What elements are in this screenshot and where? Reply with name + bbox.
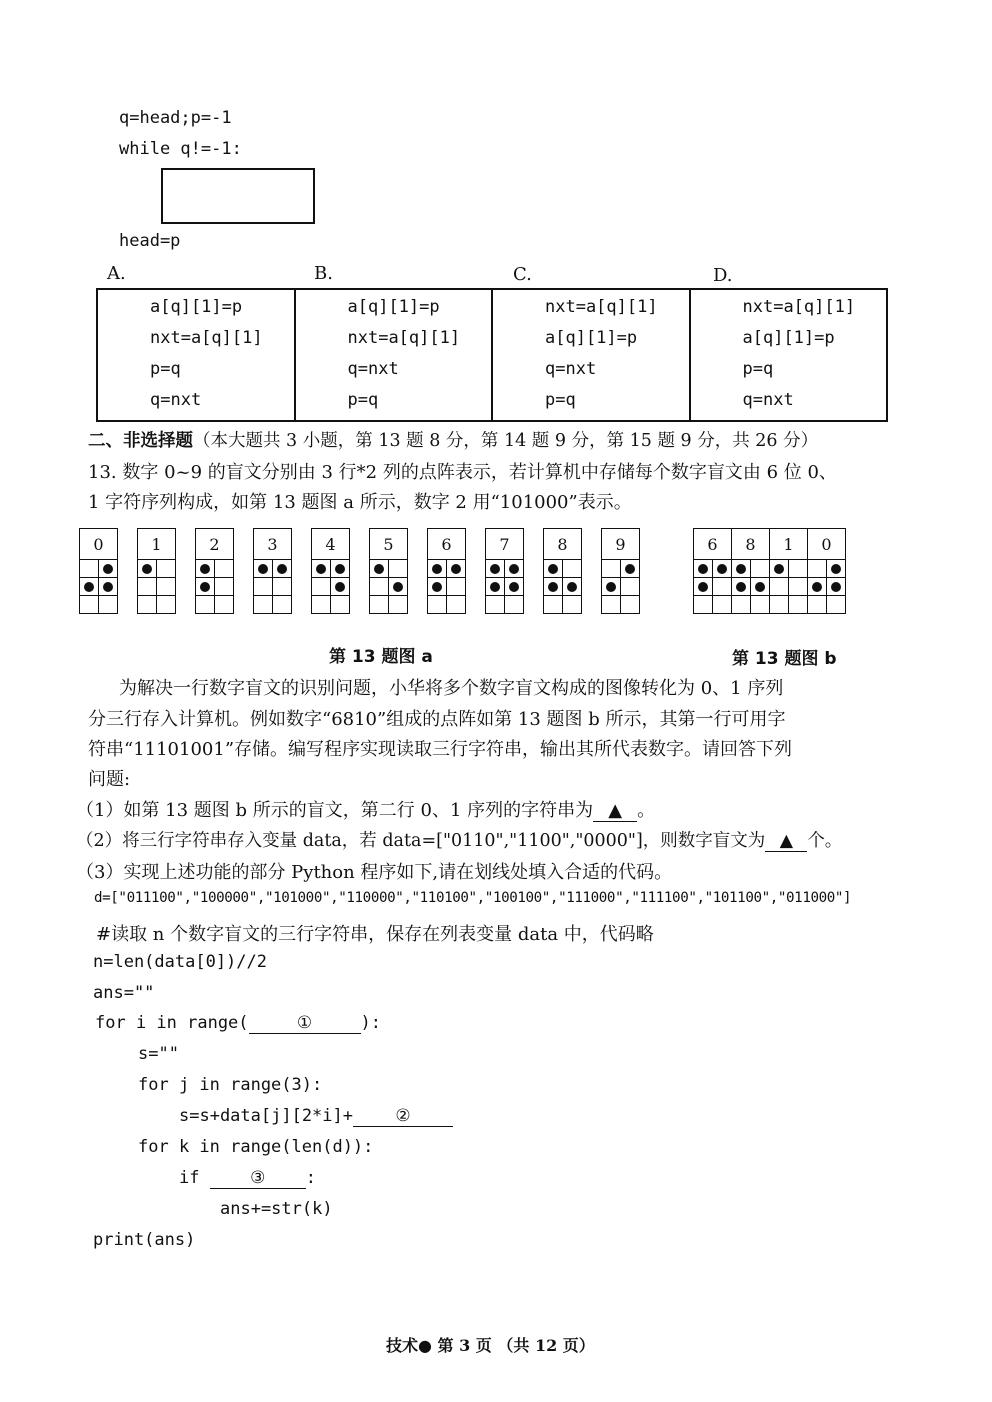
braille-dot — [606, 582, 616, 592]
braille-cell — [273, 560, 292, 578]
braille-dot — [258, 564, 268, 574]
braille-cell — [99, 578, 118, 596]
option-c-cell — [492, 289, 690, 421]
braille-cell — [751, 560, 770, 578]
braille-gap — [118, 529, 138, 560]
braille-gap — [292, 596, 312, 614]
braille-cell — [80, 560, 99, 578]
figure-a-caption: 第 13 题图 a — [329, 647, 433, 667]
braille-dot — [548, 564, 558, 574]
braille-gap — [408, 578, 428, 596]
braille-dot — [548, 582, 558, 592]
braille-cell — [428, 578, 447, 596]
braille-gap — [466, 578, 486, 596]
braille-cell — [447, 596, 466, 614]
option-line: a[q][1]=p — [742, 328, 835, 348]
braille-cell — [215, 578, 234, 596]
braille-figure-b — [693, 528, 846, 614]
braille-digit-label: 6 — [694, 529, 732, 560]
braille-cell — [331, 578, 350, 596]
braille-dot — [625, 564, 635, 574]
braille-dot — [316, 564, 326, 574]
braille-gap — [176, 596, 196, 614]
code-s-add — [179, 1106, 453, 1127]
braille-cell — [80, 578, 99, 596]
braille-digit-label: 1 — [138, 529, 176, 560]
code-line-while: while q!=-1: — [119, 139, 242, 159]
braille-cell — [486, 560, 505, 578]
code-if-end: : — [305, 1168, 316, 1188]
braille-cell — [505, 560, 524, 578]
braille-gap — [524, 578, 544, 596]
sub1-text: （1）如第 13 题图 b 所示的盲文，第二行 0、1 序列的字符串为 — [76, 800, 594, 821]
braille-gap — [234, 560, 254, 578]
page-footer: 技术● 第 3 页 （共 12 页） — [386, 1336, 595, 1355]
code-for-i-text: for i in range( — [95, 1013, 249, 1033]
option-b-cell — [295, 289, 493, 421]
braille-cell — [370, 596, 389, 614]
paragraph-line3: 符串“11101001”存储。编写程序实现读取三行字符串，输出其所代表数字。请回答下列 — [88, 739, 793, 760]
braille-cell — [544, 596, 563, 614]
braille-cell — [389, 578, 408, 596]
braille-gap — [466, 560, 486, 578]
braille-digit-label: 9 — [602, 529, 640, 560]
braille-digit-label: 4 — [312, 529, 350, 560]
code-comment: #读取 n 个数字盲文的三行字符串，保存在列表变量 data 中，代码略 — [96, 924, 654, 945]
braille-dot — [509, 582, 519, 592]
code-ans: ans="" — [93, 983, 155, 1003]
braille-cell — [273, 596, 292, 614]
option-a-cell — [97, 289, 295, 421]
q13-intro-line2: 1 字符序列构成，如第 13 题图 a 所示，数字 2 用“101000”表示。 — [88, 492, 632, 513]
code-print: print(ans) — [93, 1230, 196, 1250]
braille-gap — [292, 560, 312, 578]
answer-blank-1: ▲ — [593, 800, 637, 822]
braille-dot — [200, 582, 210, 592]
option-line: nxt=a[q][1] — [150, 328, 263, 348]
braille-digit-label: 7 — [486, 529, 524, 560]
braille-cell — [694, 560, 713, 578]
braille-cell — [428, 560, 447, 578]
answer-blank-2: ▲ — [765, 831, 807, 852]
braille-cell — [713, 596, 732, 614]
braille-cell — [99, 596, 118, 614]
code-for-i-end: ): — [360, 1013, 382, 1033]
braille-digit-label: 2 — [196, 529, 234, 560]
braille-cell — [602, 560, 621, 578]
option-line: a[q][1]=p — [545, 328, 638, 348]
code-if — [179, 1168, 316, 1189]
braille-dot — [84, 582, 94, 592]
braille-cell — [196, 578, 215, 596]
option-line: a[q][1]=p — [150, 297, 243, 317]
braille-dot — [831, 564, 841, 574]
braille-cell — [157, 560, 176, 578]
braille-cell — [215, 560, 234, 578]
braille-gap — [234, 596, 254, 614]
braille-dot — [451, 564, 461, 574]
option-line: p=q — [150, 359, 181, 379]
braille-cell — [196, 560, 215, 578]
braille-gap — [408, 529, 428, 560]
braille-cell — [713, 578, 732, 596]
braille-cell — [486, 578, 505, 596]
braille-gap — [408, 560, 428, 578]
braille-cell — [157, 578, 176, 596]
braille-cell — [694, 578, 713, 596]
braille-cell — [273, 578, 292, 596]
braille-gap — [524, 529, 544, 560]
option-letter-c: C. — [513, 264, 532, 285]
braille-digit-label: 1 — [770, 529, 808, 560]
figure-b-caption: 第 13 题图 b — [732, 649, 837, 669]
braille-gap — [350, 578, 370, 596]
braille-cell — [254, 578, 273, 596]
code-blank-2: ② — [353, 1106, 453, 1127]
sub2-end: 个。 — [807, 831, 843, 851]
braille-dot — [103, 564, 113, 574]
braille-gap — [582, 596, 602, 614]
section-note: （本大题共 3 小题，第 13 题 8 分，第 14 题 9 分，第 15 题 9 分，共 26 分） — [193, 431, 819, 451]
section-heading — [88, 427, 818, 452]
braille-gap — [524, 596, 544, 614]
option-line: p=q — [347, 390, 379, 410]
braille-gap — [234, 529, 254, 560]
braille-cell — [370, 578, 389, 596]
braille-cell — [827, 560, 846, 578]
braille-dot — [374, 564, 384, 574]
braille-cell — [563, 596, 582, 614]
braille-cell — [486, 596, 505, 614]
braille-cell — [602, 578, 621, 596]
code-line-head: head=p — [119, 231, 181, 251]
braille-cell — [789, 560, 808, 578]
option-letter-a: A. — [107, 263, 126, 284]
braille-cell — [621, 560, 640, 578]
braille-cell — [563, 560, 582, 578]
braille-gap — [176, 560, 196, 578]
braille-cell — [732, 560, 751, 578]
braille-dot — [490, 564, 500, 574]
code-ans-add: ans+=str(k) — [220, 1199, 333, 1219]
braille-dot — [103, 582, 113, 592]
braille-gap — [350, 529, 370, 560]
braille-cell — [196, 596, 215, 614]
code-line-q-head: q=head;p=-1 — [119, 108, 232, 128]
braille-gap — [524, 560, 544, 578]
braille-dot — [142, 564, 152, 574]
braille-cell — [751, 578, 770, 596]
option-line: q=nxt — [545, 359, 597, 379]
braille-cell — [389, 596, 408, 614]
braille-cell — [563, 578, 582, 596]
braille-cell — [312, 596, 331, 614]
code-for-k: for k in range(len(d)): — [138, 1137, 374, 1157]
braille-dot — [335, 582, 345, 592]
braille-gap — [176, 578, 196, 596]
braille-dot — [717, 564, 727, 574]
braille-digit-label: 6 — [428, 529, 466, 560]
code-blank-3: ③ — [210, 1168, 306, 1189]
option-line: p=q — [742, 359, 774, 379]
code-s-add-text: s=s+data[j][2*i]+ — [179, 1106, 353, 1126]
sub-question-2 — [76, 827, 842, 852]
braille-gap — [582, 560, 602, 578]
option-letter-d: D. — [713, 265, 733, 286]
braille-cell — [157, 596, 176, 614]
braille-dot — [509, 564, 519, 574]
braille-cell — [621, 578, 640, 596]
braille-cell — [770, 560, 789, 578]
braille-gap — [582, 578, 602, 596]
braille-gap — [118, 560, 138, 578]
braille-gap — [234, 578, 254, 596]
braille-dot — [736, 582, 746, 592]
braille-gap — [118, 596, 138, 614]
braille-cell — [447, 560, 466, 578]
braille-cell — [80, 596, 99, 614]
braille-cell — [447, 578, 466, 596]
section-title: 二、非选择题 — [88, 431, 193, 451]
braille-figure-a — [79, 528, 640, 614]
braille-cell — [694, 596, 713, 614]
option-line: a[q][1]=p — [347, 297, 440, 317]
option-line: p=q — [545, 390, 576, 410]
braille-dot — [567, 582, 577, 592]
braille-cell — [389, 560, 408, 578]
braille-gap — [582, 529, 602, 560]
braille-cell — [138, 560, 157, 578]
braille-cell — [254, 596, 273, 614]
braille-cell — [621, 596, 640, 614]
sub-question-3: （3）实现上述功能的部分 Python 程序如下,请在划线处填入合适的代码。 — [76, 862, 673, 883]
braille-cell — [331, 560, 350, 578]
braille-gap — [408, 596, 428, 614]
braille-cell — [254, 560, 273, 578]
braille-dot — [698, 564, 708, 574]
braille-dot — [277, 564, 287, 574]
braille-dot — [831, 582, 841, 592]
sub1-end: 。 — [637, 800, 656, 821]
code-if-text: if — [179, 1168, 210, 1188]
braille-cell — [505, 596, 524, 614]
braille-cell — [732, 578, 751, 596]
braille-digit-label: 8 — [732, 529, 770, 560]
braille-cell — [602, 596, 621, 614]
braille-cell — [827, 578, 846, 596]
braille-dot — [736, 564, 746, 574]
braille-dot — [755, 582, 765, 592]
braille-digit-label: 0 — [80, 529, 118, 560]
option-line: nxt=a[q][1] — [742, 297, 856, 317]
q13-intro-line1: 13. 数字 0~9 的盲文分别由 3 行*2 列的点阵表示，若计算机中存储每个数字盲文由 6 位 0、 — [88, 462, 837, 483]
braille-cell — [428, 596, 447, 614]
braille-dot — [335, 564, 345, 574]
sub-question-1 — [76, 796, 655, 822]
code-for-i — [95, 1013, 381, 1034]
braille-cell — [544, 578, 563, 596]
option-d-cell — [690, 289, 888, 421]
braille-digit-label: 5 — [370, 529, 408, 560]
paragraph-line4: 问题: — [88, 769, 131, 790]
answer-blank-box — [161, 168, 315, 224]
braille-dot — [200, 564, 210, 574]
braille-cell — [138, 578, 157, 596]
option-line: q=nxt — [347, 359, 399, 379]
braille-dot — [812, 582, 822, 592]
option-line: q=nxt — [742, 390, 794, 410]
braille-cell — [751, 596, 770, 614]
braille-cell — [732, 596, 751, 614]
braille-dot — [490, 582, 500, 592]
braille-cell — [544, 560, 563, 578]
paragraph-line2: 分三行存入计算机。例如数字“6810”组成的点阵如第 13 题图 b 所示，其第一行可用字 — [88, 709, 786, 730]
braille-gap — [350, 596, 370, 614]
code-n: n=len(data[0])//2 — [93, 952, 267, 972]
braille-gap — [118, 578, 138, 596]
braille-digit-label: 8 — [544, 529, 582, 560]
braille-dot — [393, 582, 403, 592]
braille-gap — [292, 578, 312, 596]
braille-dot — [774, 564, 784, 574]
option-line: nxt=a[q][1] — [545, 297, 658, 317]
option-line: q=nxt — [150, 390, 202, 410]
option-line: nxt=a[q][1] — [347, 328, 461, 348]
braille-gap — [176, 529, 196, 560]
braille-dot — [698, 582, 708, 592]
braille-cell — [138, 596, 157, 614]
braille-cell — [505, 578, 524, 596]
braille-cell — [215, 596, 234, 614]
braille-dot — [432, 582, 442, 592]
braille-gap — [350, 560, 370, 578]
braille-cell — [770, 596, 789, 614]
braille-cell — [713, 560, 732, 578]
braille-cell — [99, 560, 118, 578]
braille-cell — [808, 560, 827, 578]
code-s-init: s="" — [138, 1044, 179, 1064]
braille-gap — [466, 529, 486, 560]
braille-dot — [432, 564, 442, 574]
braille-digit-label: 3 — [254, 529, 292, 560]
braille-digit-label: 0 — [808, 529, 846, 560]
braille-cell — [808, 596, 827, 614]
braille-cell — [312, 560, 331, 578]
option-letter-b: B. — [314, 263, 333, 284]
braille-cell — [789, 596, 808, 614]
braille-cell — [370, 560, 389, 578]
braille-gap — [466, 596, 486, 614]
braille-cell — [808, 578, 827, 596]
code-for-j: for j in range(3): — [138, 1075, 323, 1095]
braille-cell — [331, 596, 350, 614]
sub2-text: （2）将三行字符串存入变量 data，若 data=["0110","1100","0000"]，则数字盲文为 — [76, 831, 766, 851]
braille-cell — [312, 578, 331, 596]
braille-gap — [292, 529, 312, 560]
braille-cell — [789, 578, 808, 596]
paragraph-line1: 为解决一行数字盲文的识别问题，小华将多个数字盲文构成的图像转化为 0、1 序列 — [119, 678, 784, 699]
code-d-list: d=["011100","100000","101000","110000","110100","100100","111000","111100","101100","011000"] — [94, 890, 852, 906]
braille-cell — [770, 578, 789, 596]
options-table — [96, 288, 888, 422]
code-blank-1: ① — [249, 1013, 361, 1034]
braille-cell — [827, 596, 846, 614]
